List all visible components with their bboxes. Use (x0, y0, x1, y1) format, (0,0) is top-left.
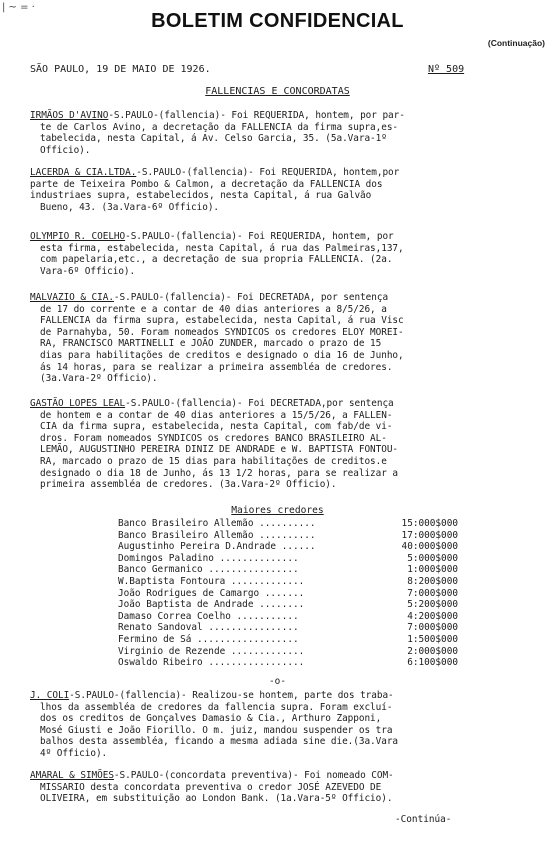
creditor-name-text: Banco Brasileiro Allemão (118, 518, 254, 529)
creditor-name (118, 553, 299, 565)
entry-lacerda-cia (30, 167, 542, 213)
creditor-row (118, 599, 458, 611)
creditor-name (118, 576, 304, 588)
creditor-row (118, 530, 458, 542)
leader-dots: ....... (259, 587, 305, 599)
creditor-name (118, 634, 299, 646)
entry-line: CIA da firma supra, estabelecida, nesta Capital, com fab/de vi- (40, 421, 393, 433)
entry-text: -S.PAULO-(fallencia)- Realizou-se hontem, parte dos traba- (69, 690, 394, 701)
leader-dots: ........... (230, 610, 299, 622)
entry-line: de 17 do corrente e a contar de 40 dias anteriores a 8/5/26, a (40, 303, 387, 315)
creditor-amount: 5:000$000 (407, 552, 458, 564)
creditor-row (118, 622, 458, 634)
entry-heading: GASTÃO LOPES LEAL (30, 398, 126, 409)
entry-line: LEMÃO, AUGUSTINHO PEREIRA DINIZ DE ANDRADE e W. BAPTISTA FONTOU- (40, 444, 399, 456)
entry-line: FALLENCIA da firma supra, estabelecida, nesta Capital, á rua Visc (40, 315, 404, 327)
leader-dots: ........ (253, 599, 305, 611)
entry-amaral-simoes (30, 770, 542, 805)
entry-line (30, 398, 542, 410)
creditor-name (118, 530, 316, 542)
creditor-name-text: Damaso Correa Coelho (118, 610, 231, 622)
bulletin-number (428, 64, 464, 75)
creditor-amount: 40:000$000 (401, 541, 458, 553)
entry-line: dros. Foram nomeados SYNDICOS os credores BANCO BRASILEIRO AL- (40, 432, 387, 444)
entry-heading: LACERDA & CIA.LTDA. (30, 167, 137, 178)
creditor-name-text: W.Baptista Fontoura (118, 575, 226, 587)
creditor-amount: 2:000$000 (407, 645, 458, 657)
creditor-row (118, 646, 458, 658)
entry-line (30, 770, 542, 782)
leader-dots: .................. (191, 633, 299, 645)
entry-line: RA, FRANCISCO MARTINELLI e JOÃO ZUNDER, marcado o prazo de 15 (40, 338, 382, 350)
creditor-name-text: Fermino de Sá (118, 633, 192, 645)
entry-line: designado o dia 18 de Junho, ás 13 1/2 horas, para se realizar a (40, 467, 399, 479)
entry-line: primeira assembléa de credores. (3a.Vara-2º Officio). (40, 479, 337, 491)
entry-line (30, 690, 542, 702)
creditor-name-text: Banco Brasileiro Allemão (118, 529, 254, 541)
creditor-amount: 1:000$000 (407, 564, 458, 576)
entry-line: (3a.Vara-2º Officio). (40, 373, 158, 385)
creditor-row (118, 564, 458, 576)
creditor-name-text: João Baptista de Andrade (118, 599, 254, 611)
creditor-name-text: Domingos Paladino (118, 552, 214, 564)
entry-line: MISSARIO desta concordata preventiva o credor JOSÉ AZEVEDO DE (40, 781, 382, 793)
entry-text: -S.PAULO-(concordata preventiva)- Foi nomeado COM- (113, 770, 394, 781)
creditor-row (118, 634, 458, 646)
creditor-name-text: Virginio de Rezende (118, 645, 226, 657)
entry-line: te de Carlos Avino, a decretação da FALLENCIA da firma supra,es- (40, 121, 399, 133)
entry-line: de hontem e a contar de 40 dias anteriores a 15/5/26, a FALLEN- (40, 409, 393, 421)
continuation-note: (Continuação) (487, 38, 545, 48)
continua-note: -Continúa- (395, 814, 452, 825)
creditor-name (118, 518, 316, 530)
entry-line: OLIVEIRA, em substituição ao London Bank. (1a.Vara-5º Officio). (40, 793, 393, 805)
leader-dots: ................. (202, 657, 305, 669)
creditor-name (118, 599, 304, 611)
creditor-name (118, 657, 304, 669)
page-title: BOLETIM CONFIDENCIAL (151, 10, 404, 32)
creditor-amount: 17:000$000 (401, 529, 458, 541)
creditor-row (118, 657, 458, 669)
entry-heading: IRMÃOS D'AVINO (30, 110, 109, 121)
entry-irmaos-davino (30, 110, 542, 156)
entry-line: Bueno, 43. (3a.Vara-6º Officio). (40, 201, 220, 213)
entry-line: dos os creditos de Gonçalves Damasio & Cia., Arthuro Zapponi, (40, 713, 382, 725)
creditor-row (118, 541, 458, 553)
entry-line (30, 110, 542, 122)
creditor-amount: 5:200$000 (407, 599, 458, 611)
entry-heading: J. COLI (30, 690, 70, 701)
creditor-name (118, 588, 304, 600)
creditor-amount: 8:200$000 (407, 575, 458, 587)
creditors-title-text: Maiores credores (231, 505, 324, 516)
entry-line: dias para habilitações de creditos e designado o dia 16 de Junho, (40, 349, 404, 361)
entry-malvazio-cia (30, 292, 542, 385)
leader-dots: .......... (253, 529, 316, 541)
creditor-amount: 6:100$000 (407, 657, 458, 669)
entry-line (30, 292, 542, 304)
leader-dots: ...... (276, 541, 316, 553)
entry-j-coli (30, 690, 542, 760)
creditor-name-text: Renato Sandoval (118, 622, 203, 634)
creditor-row (118, 588, 458, 600)
creditor-name (118, 564, 299, 576)
creditor-name (118, 541, 316, 553)
creditor-amount: 7:000$000 (407, 622, 458, 634)
entry-olympio-coelho (30, 231, 542, 277)
margin-marks: | ~ = · (2, 2, 35, 13)
leader-dots: .............. (213, 552, 299, 564)
creditor-amount: 4:200$000 (407, 610, 458, 622)
leader-dots: ................ (202, 564, 299, 576)
entry-line: Mosé Giusti e João Fiorillo. O m. juiz, mandou suspender os tra (40, 724, 393, 736)
entry-text: -S.PAULO-(fallencia)- Foi REQUERIDA, hontem, por par- (108, 110, 405, 121)
entry-text: -S.PAULO-(fallencia)- Foi REQUERIDA, hontem, por (125, 231, 394, 242)
creditors-title (0, 505, 555, 516)
entry-text: -S.PAULO-(fallencia)- Foi REQUERIDA, hontem,por (136, 167, 400, 178)
entry-text: -S.PAULO-(fallencia)- Foi DECRETADA, por sentença (113, 292, 389, 303)
creditor-amount: 1:500$000 (407, 633, 458, 645)
bulletin-number-text: Nº 509 (428, 64, 465, 75)
creditor-name-text: João Rodrigues de Camargo (118, 587, 260, 599)
creditor-amount: 7:000$000 (407, 587, 458, 599)
creditor-row (118, 518, 458, 530)
creditor-name-text: Augustinho Pereira D.Andrade (118, 541, 277, 553)
leader-dots: .......... (253, 518, 316, 529)
creditor-name (118, 622, 299, 634)
entry-line: RA, marcado o prazo de 15 dias para habilitações de creditos.e (40, 455, 387, 467)
entry-line: ás 14 horas, para se realizar a primeira assembléa de credores. (40, 361, 393, 373)
separator: -o- (269, 676, 286, 687)
leader-dots: ............. (225, 645, 305, 657)
leader-dots: ................ (202, 622, 299, 634)
entry-line (30, 167, 542, 179)
entry-gastao-lopes-leal (30, 398, 542, 491)
dateline: SÃO PAULO, 19 DE MAIO DE 1926. (30, 64, 211, 75)
creditor-name-text: Oswaldo Ribeiro (118, 657, 203, 669)
entry-line: parte de Teixeira Pombo & Calmon, a decretação da FALLENCIA dos (30, 178, 383, 190)
entry-line: industriaes supra, estabelecidos, nesta Capital, á rua Galvão (30, 190, 372, 202)
creditors-table (118, 518, 458, 669)
entry-heading: MALVAZIO & CIA. (30, 292, 114, 303)
entry-line: balhos desta assembléa, ficando a mesma adiada sine die.(3a.Vara (40, 736, 399, 748)
entry-line: tabelecida, nesta Capital, á Av. Celso Garcia, 35. (5a.Vara-1º (40, 133, 387, 145)
creditor-row (118, 611, 458, 623)
creditor-name (118, 611, 299, 623)
entry-line: 4º Officio). (40, 747, 108, 759)
entry-heading: OLYMPIO R. COELHO (30, 231, 126, 242)
entry-line (30, 231, 542, 243)
entry-line: Officio). (40, 144, 91, 156)
entry-line: Vara-6º Officio). (40, 265, 136, 277)
entry-text: -S.PAULO-(fallencia)- Foi DECRETADA,por sentença (125, 398, 394, 409)
creditor-row (118, 553, 458, 565)
entry-heading: AMARAL & SIMÕES (30, 770, 114, 781)
entry-line: lhos da assembléa de credores da fallencia supra. Foram excluí- (40, 701, 393, 713)
entry-line: esta firma, estabelecida, nesta Capital, á rua das Palmeiras,137, (40, 242, 404, 254)
creditor-name-text: Banco Germanico (118, 564, 203, 576)
leader-dots: ............. (225, 575, 305, 587)
entry-line: de Parnahyba, 50. Foram nomeados SYNDICOS os credores ELOY MOREI- (40, 326, 404, 338)
entry-line: com papelaria,etc., a decretação de sua propria FALLENCIA. (2a. (40, 254, 393, 266)
section-heading: FALLENCIAS E CONCORDATAS (205, 86, 350, 97)
creditor-amount: 15:000$000 (401, 518, 458, 529)
creditor-name (118, 646, 304, 658)
creditor-row (118, 576, 458, 588)
